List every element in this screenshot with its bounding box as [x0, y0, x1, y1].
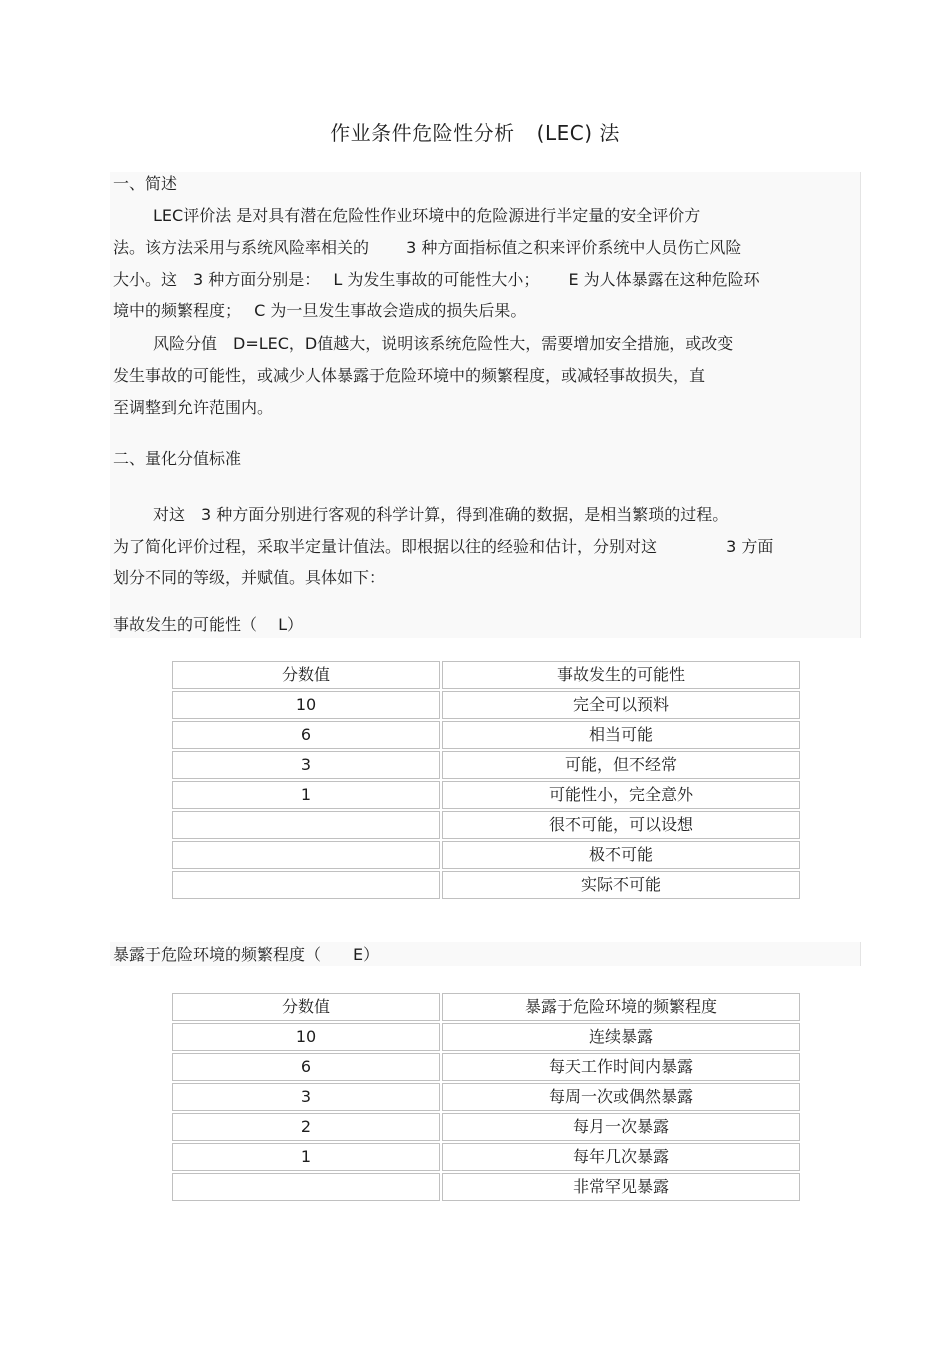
section-1-line: 大小。这 3 种方面分别是： L 为发生事故的可能性大小； E 为人体暴露在这种危险环 — [113, 270, 760, 289]
table-e-caption: 暴露于危险环境的频繁程度（ E） — [113, 945, 380, 964]
section-1-line: 法。该方法采用与系统风险率相关的 3 种方面指标值之积来评价系统中人员伤亡风险 — [113, 238, 742, 257]
description-cell: 每年几次暴露 — [442, 1143, 800, 1171]
score-cell: 3 — [172, 1083, 440, 1111]
page-title: 作业条件危险性分析 (LEC) 法 — [330, 121, 620, 145]
table-row — [172, 751, 800, 779]
table-row — [172, 1023, 800, 1051]
table-row — [172, 721, 800, 749]
section-1-line: 风险分值 D=LEC，D值越大，说明该系统危险性大，需要增加安全措施，或改变 — [153, 334, 734, 353]
score-cell — [172, 1173, 440, 1201]
table-row — [172, 811, 800, 839]
section-2-line: 为了简化评价过程，采取半定量计值法。即根据以往的经验和估计，分别对这 3 方面 — [113, 537, 774, 556]
description-cell: 每周一次或偶然暴露 — [442, 1083, 800, 1111]
header-cell: 事故发生的可能性 — [442, 661, 800, 689]
table-row — [172, 841, 800, 869]
table-header-row — [172, 993, 800, 1021]
score-cell: 3 — [172, 751, 440, 779]
section-1-line: LEC评价法 是对具有潜在危险性作业环境中的危险源进行半定量的安全评价方 — [153, 206, 701, 225]
table-row — [172, 1083, 800, 1111]
table-header-row — [172, 661, 800, 689]
description-cell: 实际不可能 — [442, 871, 800, 899]
score-cell: 6 — [172, 721, 440, 749]
score-cell: 2 — [172, 1113, 440, 1141]
description-cell: 很不可能，可以设想 — [442, 811, 800, 839]
table-row — [172, 1173, 800, 1201]
description-cell: 每天工作时间内暴露 — [442, 1053, 800, 1081]
section-2-line: 划分不同的等级，并赋值。具体如下： — [113, 568, 386, 587]
header-cell: 分数值 — [172, 661, 440, 689]
description-cell: 每月一次暴露 — [442, 1113, 800, 1141]
section-2-line: 对这 3 种方面分别进行客观的科学计算，得到准确的数据，是相当繁琐的过程。 — [153, 505, 729, 524]
score-cell — [172, 871, 440, 899]
description-cell: 非常罕见暴露 — [442, 1173, 800, 1201]
description-cell: 完全可以预料 — [442, 691, 800, 719]
section-1-heading: 一、简述 — [113, 174, 178, 193]
table-row — [172, 691, 800, 719]
description-cell: 可能，但不经常 — [442, 751, 800, 779]
description-cell: 连续暴露 — [442, 1023, 800, 1051]
score-cell — [172, 811, 440, 839]
table-row — [172, 1143, 800, 1171]
header-cell: 暴露于危险环境的频繁程度 — [442, 993, 800, 1021]
score-cell: 6 — [172, 1053, 440, 1081]
table-l-caption: 事故发生的可能性（ L） — [113, 615, 304, 634]
score-cell: 10 — [172, 691, 440, 719]
table-row — [172, 1113, 800, 1141]
score-cell: 1 — [172, 1143, 440, 1171]
section-2-heading: 二、量化分值标准 — [113, 449, 242, 468]
table-row — [172, 781, 800, 809]
description-cell: 可能性小，完全意外 — [442, 781, 800, 809]
section-1-line: 发生事故的可能性，或减少人体暴露于危险环境中的频繁程度，或减轻事故损失，直 — [113, 366, 706, 385]
likelihood-table — [170, 659, 802, 901]
score-cell: 1 — [172, 781, 440, 809]
section-1-line: 至调整到允许范围内。 — [113, 398, 274, 417]
exposure-table — [170, 991, 802, 1203]
description-cell: 极不可能 — [442, 841, 800, 869]
table-row — [172, 1053, 800, 1081]
header-cell: 分数值 — [172, 993, 440, 1021]
score-cell: 10 — [172, 1023, 440, 1051]
score-cell — [172, 841, 440, 869]
table-row — [172, 871, 800, 899]
description-cell: 相当可能 — [442, 721, 800, 749]
section-1-line: 境中的频繁程度； C 为一旦发生事故会造成的损失后果。 — [113, 301, 527, 320]
